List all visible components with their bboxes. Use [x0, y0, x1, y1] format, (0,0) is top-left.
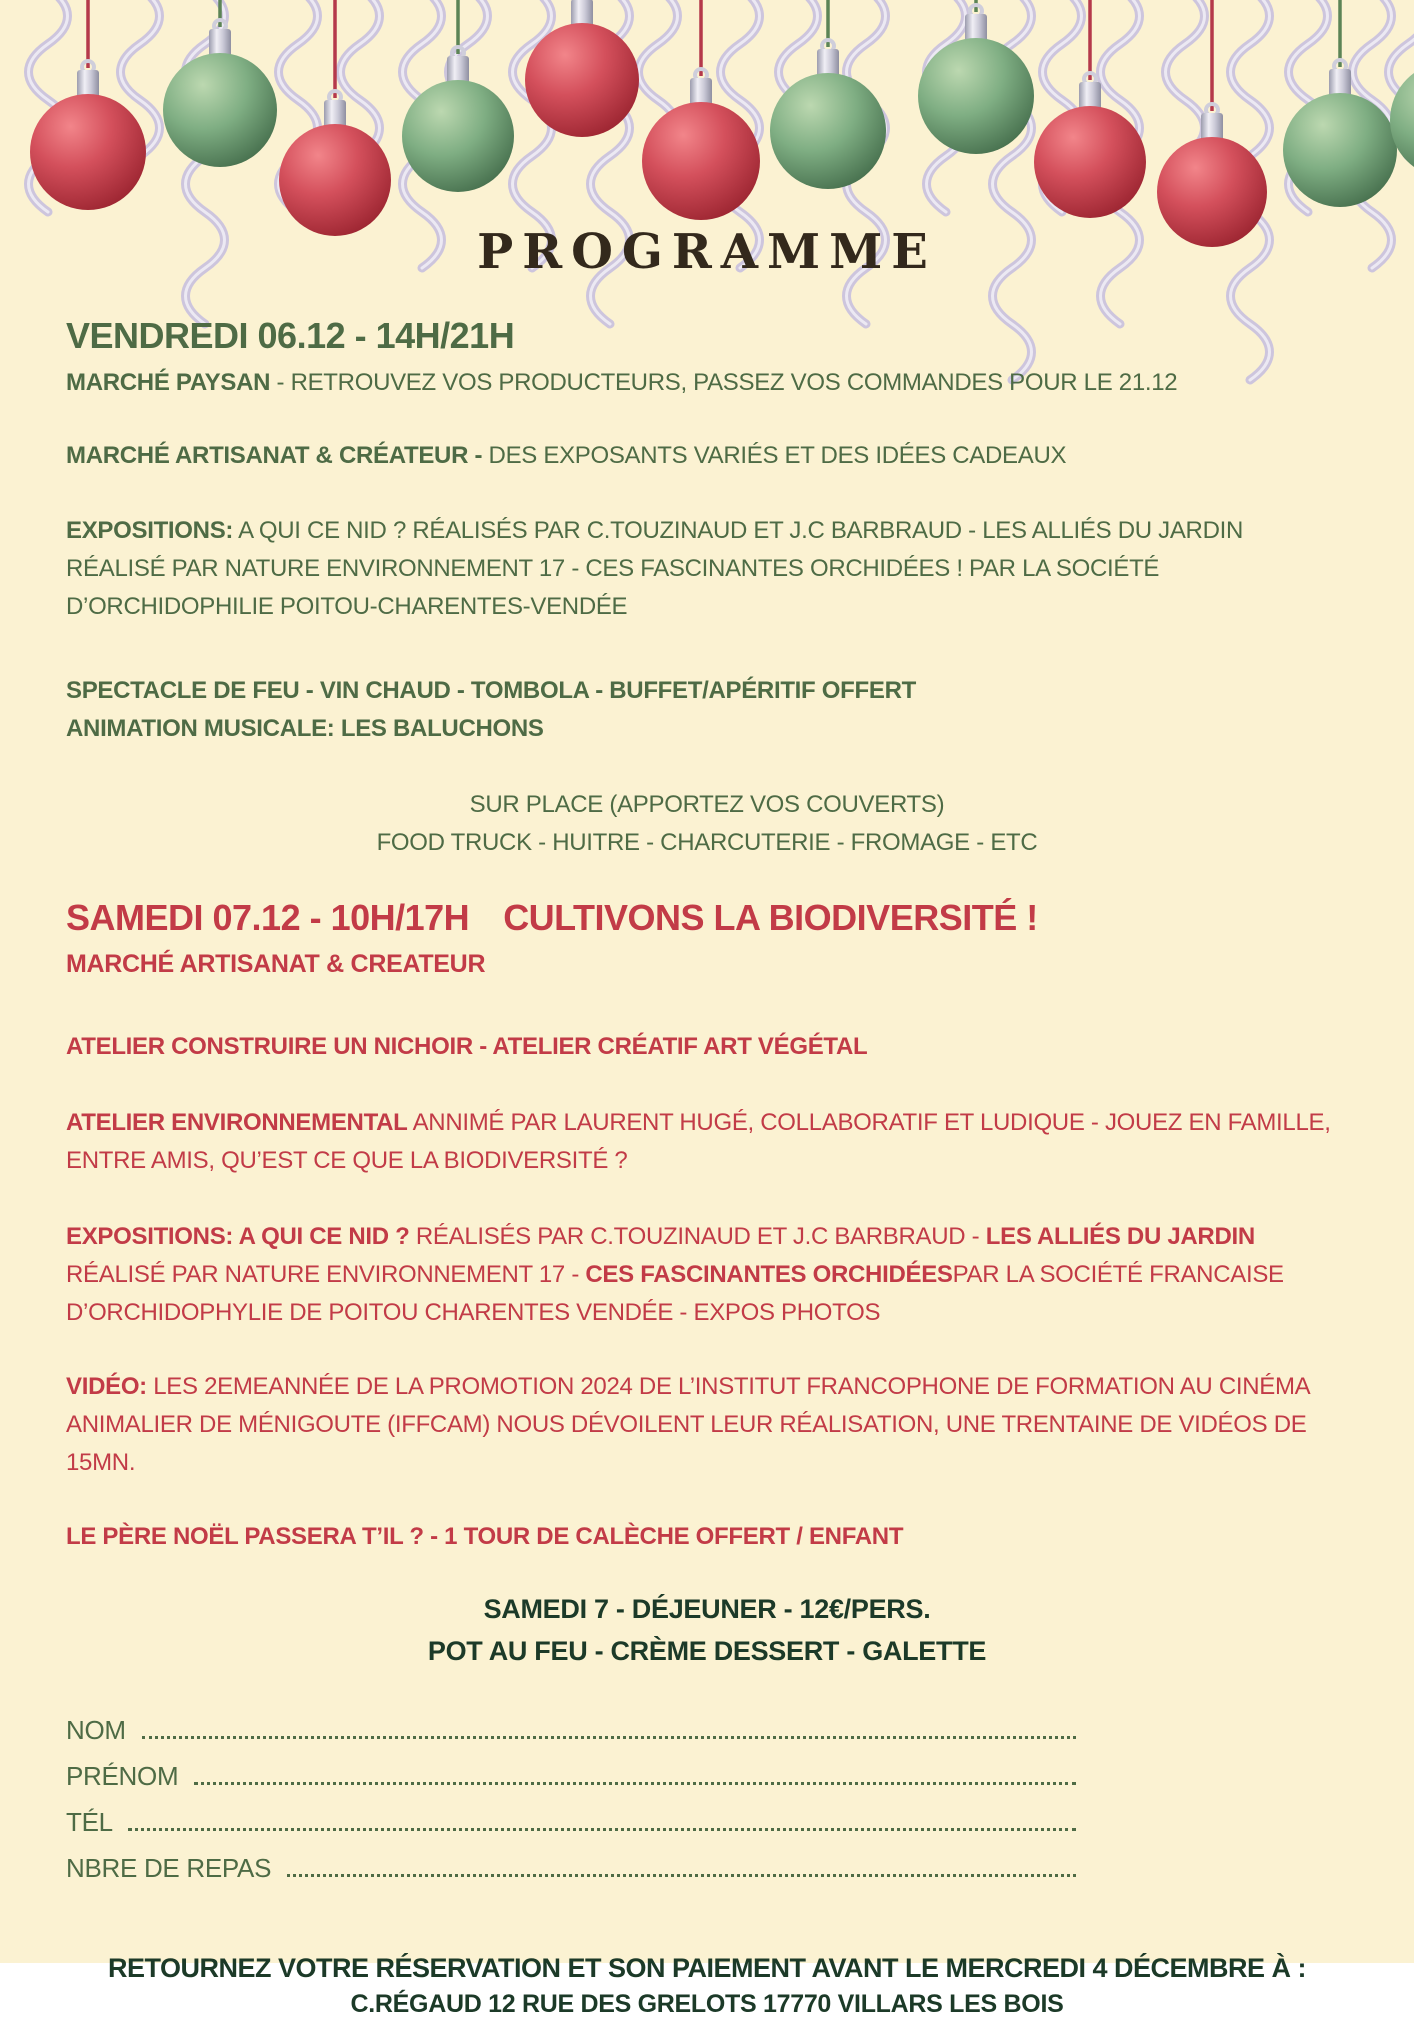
atelier-env-text: ANNIMÉ PAR LAURENT HUGÉ, COLLABORATIF ET LUDIQUE - JOUEZ EN FAMILLE, ENTRE AMIS, QU’EST CE QUE LA BIODIVERSITÉ ? — [66, 1109, 1331, 1174]
friday-heading: VENDREDI 06.12 - 14H/21H — [66, 315, 515, 356]
marche-paysan-text: - RETROUVEZ VOS PRODUCTEURS, PASSEZ VOS COMMANDES POUR LE 21.12 — [270, 369, 1178, 396]
saturday-pere-noel: LE PÈRE NOËL PASSERA T’IL ? - 1 TOUR DE CALÈCHE OFFERT / ENFANT — [66, 1523, 904, 1550]
tel-label: TÉL — [66, 1807, 119, 1837]
friday-marche-artisanat — [66, 437, 1348, 475]
form-row-prenom — [66, 1746, 1076, 1792]
friday-marche-paysan — [66, 364, 1348, 402]
marche-artisanat-text: DES EXPOSANTS VARIÉS ET DES IDÉES CADEAUX — [488, 442, 1067, 469]
friday-spectacle — [66, 672, 1348, 748]
nom-label: NOM — [66, 1715, 133, 1745]
friday-expositions — [66, 512, 1348, 626]
spectacle-line2: ANIMATION MUSICALE: LES BALUCHONS — [66, 715, 544, 742]
footer-return-line: RETOURNEZ VOTRE RÉSERVATION ET SON PAIEMENT AVANT LE MERCREDI 4 DÉCEMBRE À : — [107, 1953, 1307, 1983]
lunch-block — [0, 1588, 1414, 1672]
lunch-line2: POT AU FEU - CRÈME DESSERT - GALETTE — [427, 1636, 987, 1666]
form-row-nom — [66, 1700, 1076, 1746]
atelier-env-label: ATELIER ENVIRONNEMENTAL — [66, 1109, 408, 1136]
page-title: PROGRAMME — [477, 224, 937, 280]
nom-fill-line — [142, 1736, 1076, 1739]
friday-sur-place — [0, 786, 1414, 862]
sur-place-line2: FOOD TRUCK - HUITRE - CHARCUTERIE - FROMAGE - ETC — [376, 829, 1038, 856]
nbre-repas-fill-line — [287, 1874, 1076, 1877]
saturday-expositions-bold1: LES ALLIÉS DU JARDIN — [985, 1223, 1255, 1250]
video-label: VIDÉO: — [66, 1373, 147, 1400]
footer-address-line: C.RÉGAUD 12 RUE DES GRELOTS 17770 VILLARS LES BOIS — [350, 1990, 1064, 2018]
tel-fill-line — [128, 1828, 1076, 1831]
saturday-expositions-text2: RÉALISÉ PAR NATURE ENVIRONNEMENT 17 - — [66, 1261, 586, 1288]
sur-place-line1: SUR PLACE (APPORTEZ VOS COUVERTS) — [469, 791, 945, 818]
marche-artisanat-label: MARCHÉ ARTISANAT & CRÉATEUR - — [66, 442, 489, 469]
form-row-tel — [66, 1792, 1076, 1838]
nbre-repas-label: NBRE DE REPAS — [66, 1853, 279, 1883]
saturday-video — [66, 1368, 1348, 1482]
prenom-fill-line — [194, 1782, 1076, 1785]
spectacle-line1: SPECTACLE DE FEU - VIN CHAUD - TOMBOLA - BUFFET/APÉRITIF OFFERT — [66, 677, 916, 704]
saturday-expositions-bold2: CES FASCINANTES ORCHIDÉES — [585, 1261, 953, 1288]
video-text: LES 2EMEANNÉE DE LA PROMOTION 2024 DE L’INSTITUT FRANCOPHONE DE FORMATION AU CINÉMA ANIMALIER DE MÉNIGOUTE (IFFCAM) NOUS DÉVOILENT LEUR RÉALISATION, UNE TRENTAINE DE VIDÉOS DE 15MN. — [66, 1373, 1310, 1476]
saturday-heading-main: SAMEDI 07.12 - 10H/17H — [66, 897, 470, 938]
marche-paysan-label: MARCHÉ PAYSAN — [66, 369, 271, 396]
saturday-expositions-text1: RÉALISÉS PAR C.TOUZINAUD ET J.C BARBRAUD - — [409, 1223, 986, 1250]
saturday-atelier-env — [66, 1104, 1348, 1180]
reservation-form — [66, 1700, 1076, 1884]
prenom-label: PRÉNOM — [66, 1761, 186, 1791]
saturday-heading — [66, 897, 1348, 939]
saturday-subheading: MARCHÉ ARTISANAT & CREATEUR — [66, 950, 486, 978]
form-row-nbre-repas — [66, 1838, 1076, 1884]
friday-expositions-text: A QUI CE NID ? RÉALISÉS PAR C.TOUZINAUD ET J.C BARBRAUD - LES ALLIÉS DU JARDIN RÉALISÉ PAR NATURE ENVIRONNEMENT 17 - CES FASCINANTES ORCHIDÉES ! PAR LA SOCIÉTÉ D’ORCHIDOPHILIE POITOU-CHARENTES-VENDÉE — [66, 517, 1244, 620]
saturday-atelier-nichoir: ATELIER CONSTRUIRE UN NICHOIR - ATELIER CRÉATIF ART VÉGÉTAL — [66, 1033, 868, 1060]
saturday-expositions-label: EXPOSITIONS: A QUI CE NID ? — [66, 1223, 410, 1250]
saturday-expositions — [66, 1218, 1348, 1332]
saturday-heading-suffix: CULTIVONS LA BIODIVERSITÉ ! — [503, 897, 1038, 938]
friday-expositions-label: EXPOSITIONS: — [66, 517, 234, 544]
lunch-line1: SAMEDI 7 - DÉJEUNER - 12€/PERS. — [483, 1594, 931, 1624]
saturday-expositions-text3: PAR LA SOCIÉTÉ FRANCAISE D’ORCHIDOPHYLIE DE POITOU CHARENTES VENDÉE - EXPOS PHOTOS — [66, 1261, 1284, 1326]
